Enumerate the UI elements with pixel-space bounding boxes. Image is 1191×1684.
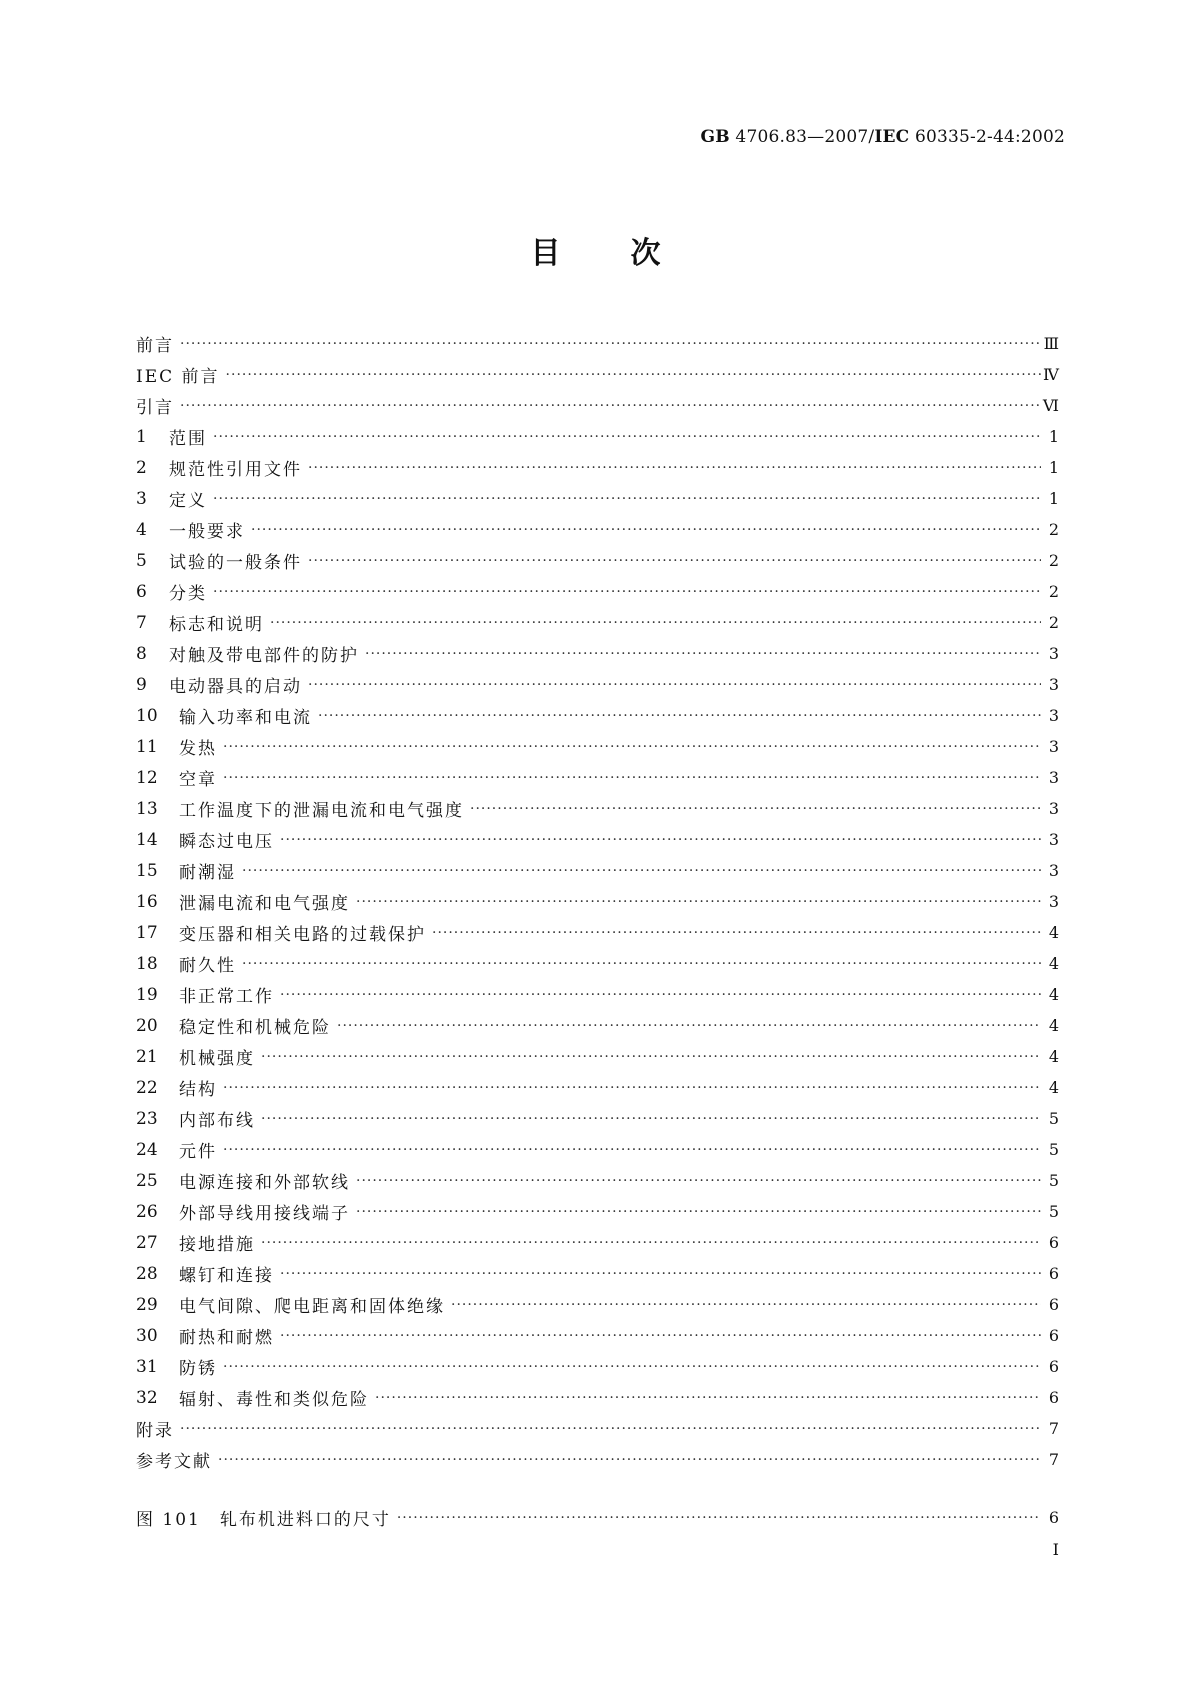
toc-dot-leader — [223, 1080, 1041, 1100]
toc-entry-title: 耐久性 — [179, 956, 236, 976]
toc-entry-number: 23 — [136, 1108, 158, 1129]
toc-entry-number: 18 — [136, 953, 158, 974]
toc-entry-number: 28 — [136, 1263, 158, 1284]
header-iec: IEC — [874, 127, 910, 147]
toc-entry[interactable] — [136, 1227, 1059, 1258]
toc-entry-number: 9 — [136, 674, 147, 695]
document-header — [701, 127, 1065, 147]
toc-entry-title: 防锈 — [179, 1359, 217, 1379]
toc-entry-page: 3 — [1048, 861, 1059, 880]
toc-dot-leader — [356, 894, 1041, 914]
toc-dot-leader — [375, 1390, 1041, 1410]
toc-entry-number: 20 — [136, 1015, 158, 1036]
toc-entry[interactable] — [136, 421, 1059, 452]
toc-entry-number: 4 — [136, 519, 147, 540]
toc-entry-page: 7 — [1048, 1419, 1059, 1438]
toc-entry-number: 31 — [136, 1356, 158, 1377]
toc-entry-title: 定义 — [169, 491, 207, 511]
toc-dot-leader — [180, 1421, 1041, 1441]
toc-entry-title: 试验的一般条件 — [169, 553, 302, 573]
toc-dot-leader — [213, 429, 1041, 449]
toc-entry-page: 5 — [1048, 1140, 1059, 1159]
toc-entry-page: 6 — [1048, 1357, 1059, 1376]
header-iec-number: 60335-2-44:2002 — [909, 127, 1065, 147]
toc-entry[interactable] — [136, 576, 1059, 607]
toc-entry-title: 附录 — [136, 1421, 174, 1441]
toc-entry-number: 13 — [136, 798, 158, 819]
toc-dot-leader — [223, 739, 1041, 759]
header-number: 4706.83—2007/ — [729, 127, 875, 147]
toc-entry-page: Ⅵ — [1042, 396, 1059, 415]
toc-entry-number: 27 — [136, 1232, 158, 1253]
toc-entry-page: 5 — [1048, 1109, 1059, 1128]
toc-entry-title: 瞬态过电压 — [179, 832, 274, 852]
toc-entry-number: 12 — [136, 767, 158, 788]
title-char-2: 次 — [630, 236, 661, 271]
toc-entry[interactable] — [136, 1103, 1059, 1134]
toc-dot-leader — [242, 863, 1041, 883]
toc-entry-title: 螺钉和连接 — [179, 1266, 274, 1286]
toc-entry-title: 标志和说明 — [169, 615, 264, 635]
toc-entry-number: 1 — [136, 426, 147, 447]
toc-entry[interactable] — [136, 483, 1059, 514]
toc-entry-page: 3 — [1048, 644, 1059, 663]
toc-entry-title: IEC 前言 — [136, 367, 220, 387]
toc-entry-page: 2 — [1048, 551, 1059, 570]
toc-entry-title: 工作温度下的泄漏电流和电气强度 — [179, 801, 464, 821]
toc-entry[interactable] — [136, 1196, 1059, 1227]
toc-entry-page: 7 — [1048, 1450, 1059, 1469]
toc-entry-title: 电源连接和外部软线 — [179, 1173, 350, 1193]
toc-entry[interactable] — [136, 1134, 1059, 1165]
toc-entry[interactable] — [136, 607, 1059, 638]
toc-entry-page: 1 — [1048, 427, 1059, 446]
toc-dot-leader — [308, 553, 1041, 573]
toc-entry-title: 元件 — [179, 1142, 217, 1162]
figure-entry-page: 6 — [1048, 1508, 1059, 1527]
toc-entry-title: 电气间隙、爬电距离和固体绝缘 — [179, 1297, 445, 1317]
toc-entry[interactable] — [136, 638, 1059, 669]
page-number: I — [1052, 1540, 1059, 1559]
toc-dot-leader — [226, 367, 1041, 387]
toc-dot-leader — [223, 1142, 1041, 1162]
toc-entry-title: 耐热和耐燃 — [179, 1328, 274, 1348]
toc-entry-title: 发热 — [179, 739, 217, 759]
toc-entry-page: 4 — [1048, 1047, 1059, 1066]
toc-entry-page: 4 — [1048, 954, 1059, 973]
toc-entry[interactable] — [136, 1413, 1059, 1444]
toc-entry[interactable] — [136, 1258, 1059, 1289]
toc-entry[interactable] — [136, 824, 1059, 855]
toc-dot-leader — [261, 1111, 1041, 1131]
figure-entry-title: 图 101 轧布机进料口的尺寸 — [136, 1510, 391, 1530]
toc-dot-leader — [356, 1173, 1041, 1193]
toc-entry-page: 2 — [1048, 613, 1059, 632]
toc-entry[interactable] — [136, 1289, 1059, 1320]
toc-entry-page: 1 — [1048, 458, 1059, 477]
toc-dot-leader — [180, 336, 1041, 356]
toc-entry-page: 1 — [1048, 489, 1059, 508]
toc-entry-page: 4 — [1048, 1016, 1059, 1035]
toc-entry-number: 29 — [136, 1294, 158, 1315]
page-title — [0, 228, 1191, 272]
toc-entry[interactable] — [136, 762, 1059, 793]
toc-entry[interactable] — [136, 731, 1059, 762]
toc-entry-number: 8 — [136, 643, 147, 664]
toc-dot-leader — [451, 1297, 1041, 1317]
toc-entry-title: 辐射、毒性和类似危险 — [179, 1390, 369, 1410]
toc-entry-title: 输入功率和电流 — [179, 708, 312, 728]
toc-entry-title: 耐潮湿 — [179, 863, 236, 883]
toc-dot-leader — [308, 460, 1041, 480]
toc-entry-number: 3 — [136, 488, 147, 509]
toc-entry[interactable] — [136, 328, 1059, 359]
toc-entry[interactable] — [136, 1351, 1059, 1382]
toc-entry[interactable] — [136, 359, 1059, 390]
toc-entry-number: 32 — [136, 1387, 158, 1408]
toc-entry-title: 一般要求 — [169, 522, 245, 542]
toc-entry-title: 变压器和相关电路的过载保护 — [179, 925, 426, 945]
toc-entry[interactable] — [136, 979, 1059, 1010]
header-gb: GB — [700, 127, 730, 147]
toc-entry[interactable] — [136, 669, 1059, 700]
toc-entry-page: 2 — [1048, 520, 1059, 539]
toc-dot-leader — [337, 1018, 1041, 1038]
toc-entry-number: 30 — [136, 1325, 158, 1346]
title-char-1: 目 — [530, 236, 561, 271]
toc-entry-title: 前言 — [136, 336, 174, 356]
toc-entry[interactable] — [136, 1382, 1059, 1413]
toc-entry[interactable] — [136, 886, 1059, 917]
toc-entry-number: 21 — [136, 1046, 158, 1067]
toc-entry[interactable] — [136, 1072, 1059, 1103]
toc-entry-page: 3 — [1048, 737, 1059, 756]
toc-dot-leader — [308, 677, 1041, 697]
table-of-contents — [136, 328, 1059, 1533]
toc-entry[interactable] — [136, 948, 1059, 979]
toc-dot-leader — [280, 832, 1041, 852]
toc-entry[interactable] — [136, 700, 1059, 731]
toc-entry-page: 3 — [1048, 892, 1059, 911]
toc-entry-page: 6 — [1048, 1388, 1059, 1407]
toc-dot-leader — [213, 584, 1041, 604]
toc-dot-leader — [251, 522, 1041, 542]
toc-entry-page: 3 — [1048, 768, 1059, 787]
toc-entry-number: 7 — [136, 612, 147, 633]
toc-dot-leader — [280, 1328, 1041, 1348]
toc-entry[interactable] — [136, 855, 1059, 886]
toc-entry[interactable] — [136, 1320, 1059, 1351]
toc-entry-title: 对触及带电部件的防护 — [169, 646, 359, 666]
toc-dot-leader — [270, 615, 1041, 635]
toc-entry-number: 17 — [136, 922, 158, 943]
toc-entry-title: 范围 — [169, 429, 207, 449]
toc-dot-leader — [223, 1359, 1041, 1379]
toc-dot-leader — [397, 1510, 1041, 1530]
toc-entry-page: 6 — [1048, 1295, 1059, 1314]
toc-dot-leader — [356, 1204, 1041, 1224]
toc-dot-leader — [365, 646, 1041, 666]
toc-entry-page: 2 — [1048, 582, 1059, 601]
toc-entry-page: 6 — [1048, 1326, 1059, 1345]
toc-entry-title: 结构 — [179, 1080, 217, 1100]
toc-entry-title: 电动器具的启动 — [169, 677, 302, 697]
toc-entry-number: 11 — [136, 736, 158, 757]
toc-dot-leader — [223, 770, 1041, 790]
toc-entry-page: Ⅳ — [1043, 365, 1059, 384]
figure-list-entry[interactable] — [136, 1502, 1059, 1533]
toc-dot-leader — [432, 925, 1041, 945]
toc-entry-title: 接地措施 — [179, 1235, 255, 1255]
toc-entry-page: 3 — [1048, 799, 1059, 818]
toc-entry-title: 空章 — [179, 770, 217, 790]
toc-entry[interactable] — [136, 793, 1059, 824]
toc-dot-leader — [280, 987, 1041, 1007]
toc-entry-title: 非正常工作 — [179, 987, 274, 1007]
toc-entry-page: 5 — [1048, 1202, 1059, 1221]
toc-entry[interactable] — [136, 1010, 1059, 1041]
toc-entry-page: 4 — [1048, 985, 1059, 1004]
toc-entry[interactable] — [136, 390, 1059, 421]
toc-entry-title: 外部导线用接线端子 — [179, 1204, 350, 1224]
toc-dot-leader — [470, 801, 1041, 821]
toc-entry-number: 22 — [136, 1077, 158, 1098]
toc-entry-number: 25 — [136, 1170, 158, 1191]
toc-entry-page: 4 — [1048, 1078, 1059, 1097]
toc-entry-number: 5 — [136, 550, 147, 571]
toc-entry-title: 分类 — [169, 584, 207, 604]
toc-entry-title: 稳定性和机械危险 — [179, 1018, 331, 1038]
toc-dot-leader — [180, 398, 1041, 418]
toc-entry-page: 6 — [1048, 1264, 1059, 1283]
toc-entry[interactable] — [136, 1444, 1059, 1475]
toc-entry-page: 5 — [1048, 1171, 1059, 1190]
toc-dot-leader — [318, 708, 1041, 728]
toc-entry[interactable] — [136, 545, 1059, 576]
toc-entry-title: 引言 — [136, 398, 174, 418]
toc-dot-leader — [261, 1049, 1041, 1069]
toc-entry-title: 参考文献 — [136, 1452, 212, 1472]
toc-entry-number: 16 — [136, 891, 158, 912]
toc-entry-page: 4 — [1048, 923, 1059, 942]
toc-dot-leader — [213, 491, 1041, 511]
toc-entry-number: 6 — [136, 581, 147, 602]
toc-entry-title: 规范性引用文件 — [169, 460, 302, 480]
toc-dot-leader — [261, 1235, 1041, 1255]
toc-entry-page: 3 — [1048, 706, 1059, 725]
toc-entry-page: 6 — [1048, 1233, 1059, 1252]
toc-entry-number: 14 — [136, 829, 158, 850]
toc-entry-number: 10 — [136, 705, 158, 726]
toc-entry-page: 3 — [1048, 675, 1059, 694]
toc-entry-number: 15 — [136, 860, 158, 881]
toc-dot-leader — [218, 1452, 1041, 1472]
toc-entry-page: Ⅲ — [1043, 334, 1059, 353]
toc-entry[interactable] — [136, 514, 1059, 545]
toc-entry-page: 3 — [1048, 830, 1059, 849]
toc-entry-title: 内部布线 — [179, 1111, 255, 1131]
toc-entry[interactable] — [136, 452, 1059, 483]
toc-entry[interactable] — [136, 1041, 1059, 1072]
toc-entry[interactable] — [136, 1165, 1059, 1196]
toc-dot-leader — [280, 1266, 1041, 1286]
toc-entry-number: 26 — [136, 1201, 158, 1222]
toc-entry-number: 24 — [136, 1139, 158, 1160]
toc-dot-leader — [242, 956, 1041, 976]
toc-entry-number: 19 — [136, 984, 158, 1005]
toc-entry-number: 2 — [136, 457, 147, 478]
toc-entry[interactable] — [136, 917, 1059, 948]
toc-entry-title: 泄漏电流和电气强度 — [179, 894, 350, 914]
toc-entry-title: 机械强度 — [179, 1049, 255, 1069]
